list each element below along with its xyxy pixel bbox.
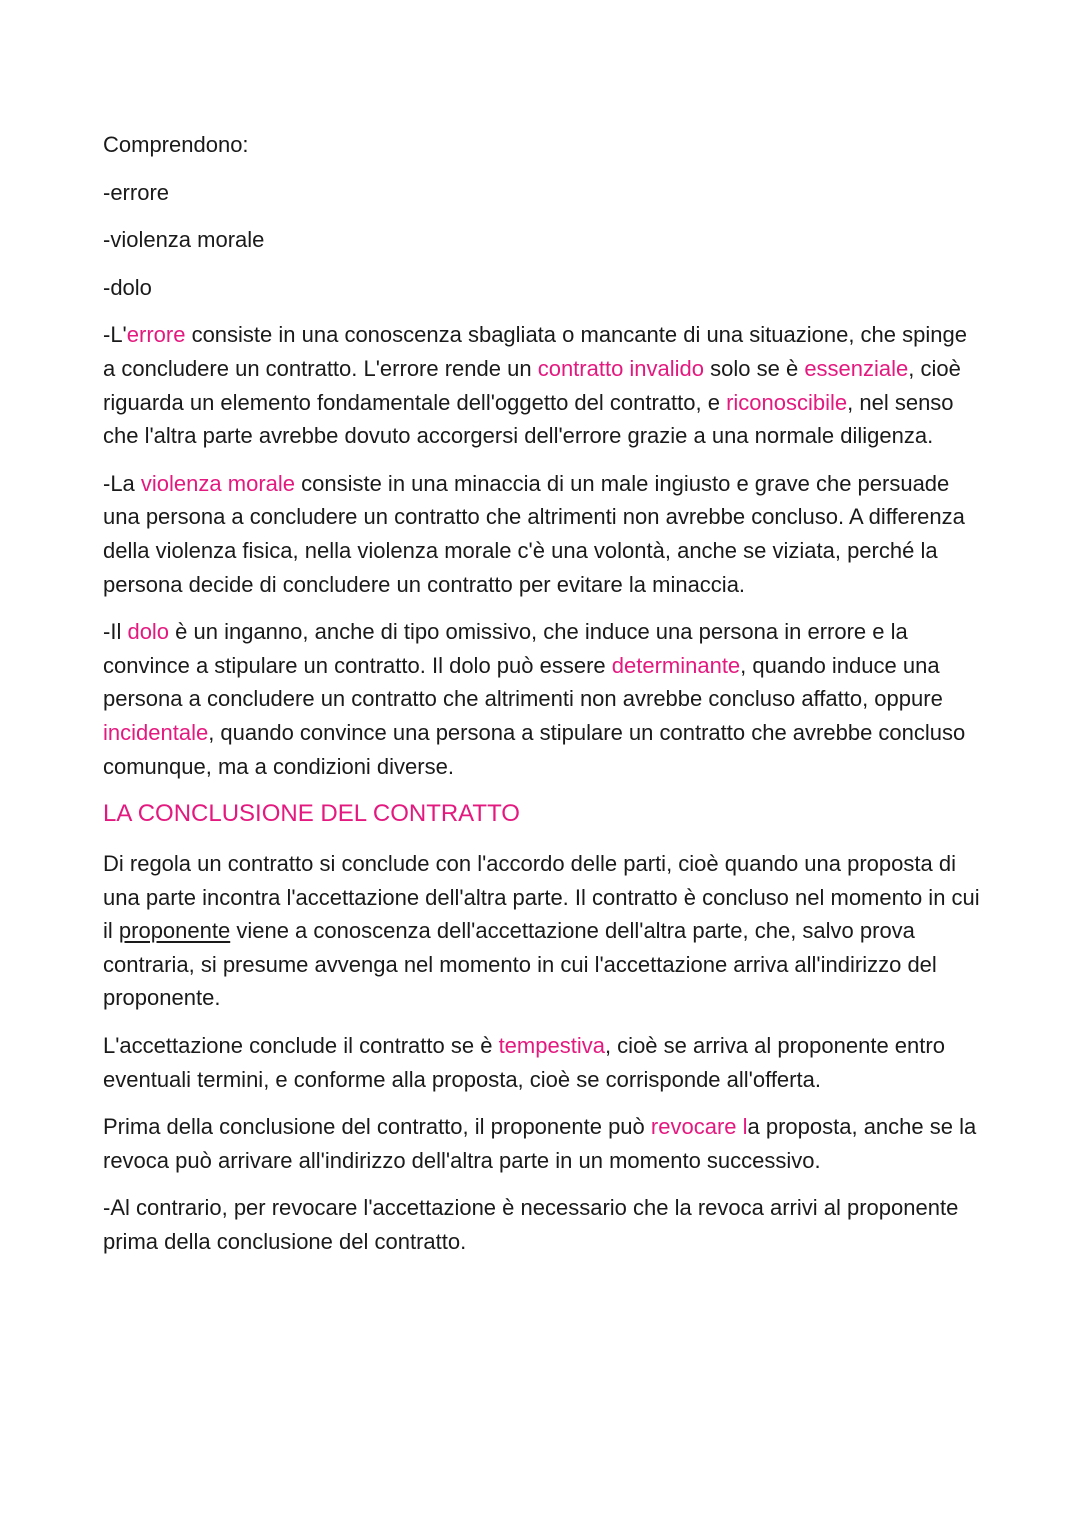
paragraph-revoca-accettazione: -Al contrario, per revocare l'accettazione è necessario che la revoca arrivi al proponente prima della conclusione del contratto. [103, 1195, 959, 1255]
list-item-violenza-morale: -violenza morale [103, 227, 265, 253]
paragraph-dolo [103, 615, 983, 783]
paragraph-revoca [103, 1110, 983, 1177]
text: -La [103, 470, 141, 496]
text: , cioè riguarda un elemento fondamentale dell'oggetto del contratto, e [103, 355, 961, 415]
text: a proposta, anche se la revoca può arrivare all'indirizzo dell'altra parte in un momento successivo. [103, 1114, 977, 1173]
section-heading: LA CONCLUSIONE DEL CONTRATTO [103, 800, 520, 828]
text: , cioè se arriva al proponente entro eventuali termini, e conforme alla proposta, cioè se corrisponde all'offerta. [103, 1033, 945, 1092]
highlight-term: contratto invalido [537, 355, 705, 381]
highlight-term: dolo [127, 619, 170, 645]
highlight-term: essenziale [804, 355, 909, 381]
paragraph-errore [103, 318, 983, 452]
text: è un inganno, anche di tipo omissivo, che induce una persona in errore e la convince a stipulare un contratto. Il dolo può essere [103, 619, 908, 678]
intro-label: Comprendono: [103, 132, 249, 157]
highlight-term: revocare l [650, 1114, 748, 1140]
text: Di regola un contratto si conclude con l'accordo delle parti, cioè quando una proposta di una parte incontra l'accettazione dell'altra parte. Il contratto è concluso nel momento in cui il [103, 851, 980, 944]
document-page [103, 128, 983, 1273]
paragraph-violenza [103, 467, 983, 601]
text: -L' [103, 322, 127, 348]
highlight-term: tempestiva [498, 1033, 605, 1059]
list-item-errore: -errore [103, 179, 170, 205]
text: consiste in una conoscenza sbagliata o mancante di una situazione, che spinge a concludere un contratto. L'errore rende un [103, 322, 967, 381]
highlight-term: violenza morale [140, 470, 295, 496]
text: , nel senso che l'altra parte avrebbe dovuto accorgersi dell'errore grazie a una normale diligenza. [103, 389, 954, 449]
text: -Il [103, 619, 128, 645]
text: consiste in una minaccia di un male ingiusto e grave che persuade una persona a concludere un contratto che altrimenti non avrebbe concluso. A differenza della violenza fisica, nella violenza morale c'è una volontà, anche se viziata, perché la persona decide di concludere un contratto per evitare la minaccia. [103, 470, 965, 597]
highlight-term: riconoscibile [726, 389, 848, 415]
paragraph-conclusione [103, 847, 983, 1015]
text: Prima della conclusione del contratto, il proponente può [103, 1114, 651, 1140]
highlight-term: errore [126, 322, 186, 348]
list-item-dolo: -dolo [103, 274, 152, 300]
highlight-term: incidentale [103, 719, 209, 745]
text: , quando induce una persona a concludere un contratto che altrimenti non avrebbe concluso affatto, oppure [103, 652, 943, 712]
text: solo se è [704, 355, 805, 381]
text: , quando convince una persona a stipulare un contratto che avrebbe concluso comunque, ma a condizioni diverse. [103, 719, 966, 779]
highlight-term: determinante [611, 652, 741, 678]
text: L'accettazione conclude il contratto se è [103, 1033, 499, 1059]
text: viene a conoscenza dell'accettazione dell'altra parte, che, salvo prova contraria, si presume avvenga nel momento in cui l'accettazione arriva all'indirizzo del proponente. [103, 918, 937, 1011]
underlined-term: proponente [118, 918, 231, 944]
paragraph-accettazione [103, 1029, 983, 1096]
